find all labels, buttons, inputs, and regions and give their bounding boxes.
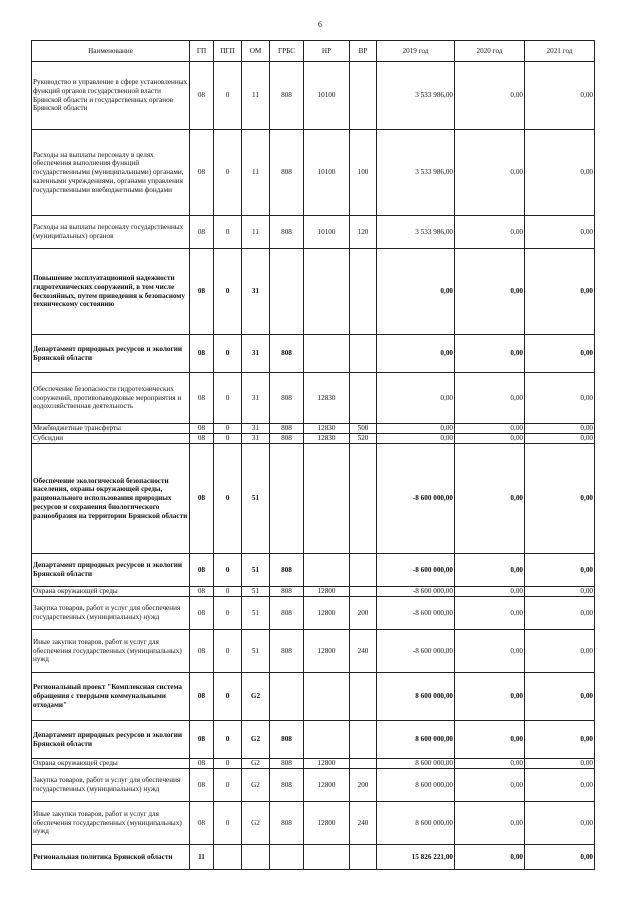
row-vr-cell xyxy=(350,587,377,597)
table-row xyxy=(32,845,595,870)
table-row xyxy=(32,554,595,587)
row-2021-cell: 0,00 xyxy=(525,249,595,335)
row-vr-cell xyxy=(350,62,377,130)
row-gp-cell: 08 xyxy=(190,630,214,673)
row-2020-cell: 0,00 xyxy=(455,802,525,845)
row-pgp-cell: 0 xyxy=(214,249,242,335)
row-2021-cell: 0,00 xyxy=(525,335,595,373)
row-gp-cell: 08 xyxy=(190,434,214,444)
row-2019-cell: 0,00 xyxy=(377,335,455,373)
row-nr-cell xyxy=(304,721,350,759)
row-2019-cell: 3 533 986,00 xyxy=(377,62,455,130)
row-vr-cell: 500 xyxy=(350,424,377,434)
row-nr-cell xyxy=(304,444,350,554)
row-om-cell: 31 xyxy=(242,424,270,434)
row-pgp-cell: 0 xyxy=(214,769,242,802)
row-name-cell: Обеспечение безопасности гидротехнических сооружений, противопаводковые мероприятия и водохозяйственная деятельность xyxy=(32,373,190,424)
row-2019-cell: -8 600 000,00 xyxy=(377,587,455,597)
row-2021-cell: 0,00 xyxy=(525,597,595,630)
table-row xyxy=(32,597,595,630)
row-vr-cell xyxy=(350,444,377,554)
row-nr-cell: 12830 xyxy=(304,434,350,444)
row-2019-cell: -8 600 000,00 xyxy=(377,630,455,673)
page-number: 6 xyxy=(318,20,322,29)
row-2019-cell: 15 826 221,00 xyxy=(377,845,455,870)
row-grbs-cell: 808 xyxy=(270,802,304,845)
row-2020-cell: 0,00 xyxy=(455,249,525,335)
table-row xyxy=(32,62,595,130)
row-2020-cell: 0,00 xyxy=(455,62,525,130)
row-vr-cell xyxy=(350,845,377,870)
row-grbs-cell: 808 xyxy=(270,335,304,373)
row-grbs-cell: 808 xyxy=(270,130,304,216)
row-2020-cell: 0,00 xyxy=(455,444,525,554)
row-om-cell: 11 xyxy=(242,216,270,249)
table-row xyxy=(32,587,595,597)
row-nr-cell: 10100 xyxy=(304,62,350,130)
row-vr-cell xyxy=(350,373,377,424)
budget-table xyxy=(31,40,595,870)
row-grbs-cell: 808 xyxy=(270,434,304,444)
row-grbs-cell: 808 xyxy=(270,759,304,769)
table-row xyxy=(32,721,595,759)
table-row xyxy=(32,673,595,721)
row-pgp-cell: 0 xyxy=(214,554,242,587)
row-om-cell: 51 xyxy=(242,597,270,630)
row-om-cell: 31 xyxy=(242,335,270,373)
row-grbs-cell xyxy=(270,673,304,721)
column-header-2021: 2021 год xyxy=(525,41,595,62)
row-vr-cell xyxy=(350,673,377,721)
row-gp-cell: 08 xyxy=(190,249,214,335)
row-pgp-cell: 0 xyxy=(214,597,242,630)
row-gp-cell: 08 xyxy=(190,673,214,721)
row-name-cell: Департамент природных ресурсов и экологии Брянской области xyxy=(32,335,190,373)
row-nr-cell: 10100 xyxy=(304,130,350,216)
row-gp-cell: 08 xyxy=(190,130,214,216)
row-name-cell: Охрана окружающей среды xyxy=(32,759,190,769)
row-2020-cell: 0,00 xyxy=(455,587,525,597)
row-gp-cell: 08 xyxy=(190,373,214,424)
row-name-cell: Расходы на выплаты персоналу государственных (муниципальных) органов xyxy=(32,216,190,249)
table-row xyxy=(32,335,595,373)
row-pgp-cell: 0 xyxy=(214,216,242,249)
table-row xyxy=(32,434,595,444)
row-2019-cell: 3 533 986,00 xyxy=(377,216,455,249)
row-gp-cell: 08 xyxy=(190,424,214,434)
row-2020-cell: 0,00 xyxy=(455,721,525,759)
row-vr-cell: 240 xyxy=(350,630,377,673)
row-2019-cell: 8 600 000,00 xyxy=(377,769,455,802)
row-pgp-cell: 0 xyxy=(214,130,242,216)
row-vr-cell: 200 xyxy=(350,597,377,630)
row-vr-cell: 200 xyxy=(350,769,377,802)
row-om-cell: G2 xyxy=(242,769,270,802)
row-2020-cell: 0,00 xyxy=(455,335,525,373)
row-grbs-cell: 808 xyxy=(270,769,304,802)
row-name-cell: Расходы на выплаты персоналу в целях обеспечения выполнения функций государственными (муниципальными) органами, казенными учреждениями, органами управления государственными внебюджетными фондами xyxy=(32,130,190,216)
row-gp-cell: 08 xyxy=(190,802,214,845)
row-pgp-cell: 0 xyxy=(214,444,242,554)
table-row xyxy=(32,424,595,434)
row-name-cell: Иные закупки товаров, работ и услуг для обеспечения государственных (муниципальных) нужд xyxy=(32,630,190,673)
row-om-cell: G2 xyxy=(242,673,270,721)
row-grbs-cell: 808 xyxy=(270,373,304,424)
row-2021-cell: 0,00 xyxy=(525,845,595,870)
row-nr-cell: 12800 xyxy=(304,630,350,673)
row-vr-cell: 240 xyxy=(350,802,377,845)
row-om-cell: G2 xyxy=(242,721,270,759)
row-2019-cell: 3 533 986,00 xyxy=(377,130,455,216)
column-header-name: Наименование xyxy=(32,41,190,62)
row-2020-cell: 0,00 xyxy=(455,130,525,216)
row-om-cell: 11 xyxy=(242,62,270,130)
row-2020-cell: 0,00 xyxy=(455,216,525,249)
row-grbs-cell xyxy=(270,249,304,335)
row-2021-cell: 0,00 xyxy=(525,721,595,759)
row-vr-cell xyxy=(350,759,377,769)
row-gp-cell: 08 xyxy=(190,554,214,587)
row-nr-cell: 12800 xyxy=(304,769,350,802)
row-2021-cell: 0,00 xyxy=(525,673,595,721)
row-2020-cell: 0,00 xyxy=(455,630,525,673)
row-2021-cell: 0,00 xyxy=(525,802,595,845)
row-2020-cell: 0,00 xyxy=(455,673,525,721)
row-grbs-cell: 808 xyxy=(270,630,304,673)
row-pgp-cell: 0 xyxy=(214,673,242,721)
row-name-cell: Охрана окружающей среды xyxy=(32,587,190,597)
row-nr-cell: 12800 xyxy=(304,597,350,630)
column-header-pgp: ПГП xyxy=(214,41,242,62)
row-2021-cell: 0,00 xyxy=(525,216,595,249)
row-pgp-cell: 0 xyxy=(214,587,242,597)
row-name-cell: Иные закупки товаров, работ и услуг для обеспечения государственных (муниципальных) нужд xyxy=(32,802,190,845)
row-gp-cell: 08 xyxy=(190,444,214,554)
row-gp-cell: 08 xyxy=(190,62,214,130)
row-grbs-cell: 808 xyxy=(270,587,304,597)
column-header-nr: НР xyxy=(304,41,350,62)
row-pgp-cell: 0 xyxy=(214,802,242,845)
row-vr-cell xyxy=(350,335,377,373)
table-row xyxy=(32,759,595,769)
row-om-cell: 31 xyxy=(242,434,270,444)
row-2021-cell: 0,00 xyxy=(525,759,595,769)
row-gp-cell: 08 xyxy=(190,759,214,769)
row-om-cell: G2 xyxy=(242,802,270,845)
row-gp-cell: 11 xyxy=(190,845,214,870)
table-row xyxy=(32,216,595,249)
row-2021-cell: 0,00 xyxy=(525,587,595,597)
row-2019-cell: 8 600 000,00 xyxy=(377,673,455,721)
row-2021-cell: 0,00 xyxy=(525,373,595,424)
row-om-cell: 51 xyxy=(242,554,270,587)
row-2020-cell: 0,00 xyxy=(455,373,525,424)
row-om-cell: 11 xyxy=(242,130,270,216)
row-om-cell: 51 xyxy=(242,630,270,673)
row-2019-cell: 0,00 xyxy=(377,373,455,424)
table-row xyxy=(32,630,595,673)
row-2021-cell: 0,00 xyxy=(525,769,595,802)
column-header-vr: ВР xyxy=(350,41,377,62)
row-grbs-cell: 808 xyxy=(270,721,304,759)
table-row xyxy=(32,444,595,554)
row-grbs-cell xyxy=(270,845,304,870)
row-2021-cell: 0,00 xyxy=(525,424,595,434)
row-vr-cell: 120 xyxy=(350,216,377,249)
row-2019-cell: 0,00 xyxy=(377,434,455,444)
row-pgp-cell: 0 xyxy=(214,721,242,759)
row-pgp-cell: 0 xyxy=(214,424,242,434)
row-nr-cell xyxy=(304,249,350,335)
table-row xyxy=(32,802,595,845)
row-2020-cell: 0,00 xyxy=(455,769,525,802)
row-2019-cell: 8 600 000,00 xyxy=(377,802,455,845)
row-gp-cell: 08 xyxy=(190,216,214,249)
row-2019-cell: 0,00 xyxy=(377,249,455,335)
row-nr-cell xyxy=(304,845,350,870)
row-2021-cell: 0,00 xyxy=(525,62,595,130)
row-nr-cell: 12830 xyxy=(304,424,350,434)
row-nr-cell: 10100 xyxy=(304,216,350,249)
row-grbs-cell: 808 xyxy=(270,597,304,630)
row-nr-cell xyxy=(304,335,350,373)
column-header-2020: 2020 год xyxy=(455,41,525,62)
row-pgp-cell: 0 xyxy=(214,335,242,373)
row-2019-cell: -8 600 000,00 xyxy=(377,597,455,630)
table-row xyxy=(32,249,595,335)
row-grbs-cell: 808 xyxy=(270,216,304,249)
row-grbs-cell: 808 xyxy=(270,62,304,130)
table-header-row xyxy=(32,41,595,62)
row-grbs-cell: 808 xyxy=(270,424,304,434)
row-2020-cell: 0,00 xyxy=(455,845,525,870)
row-om-cell: 51 xyxy=(242,444,270,554)
row-2021-cell: 0,00 xyxy=(525,554,595,587)
row-2019-cell: -8 600 000,00 xyxy=(377,554,455,587)
row-vr-cell: 100 xyxy=(350,130,377,216)
row-nr-cell: 12830 xyxy=(304,373,350,424)
row-name-cell: Межбюджетные трансферты xyxy=(32,424,190,434)
row-2020-cell: 0,00 xyxy=(455,434,525,444)
row-2021-cell: 0,00 xyxy=(525,630,595,673)
row-gp-cell: 08 xyxy=(190,597,214,630)
row-2019-cell: 8 600 000,00 xyxy=(377,721,455,759)
row-gp-cell: 08 xyxy=(190,587,214,597)
row-nr-cell: 12800 xyxy=(304,802,350,845)
row-name-cell: Закупка товаров, работ и услуг для обеспечения государственных (муниципальных) нужд xyxy=(32,769,190,802)
column-header-grbs: ГРБС xyxy=(270,41,304,62)
row-2020-cell: 0,00 xyxy=(455,424,525,434)
row-grbs-cell xyxy=(270,444,304,554)
row-pgp-cell: 0 xyxy=(214,630,242,673)
row-pgp-cell: 0 xyxy=(214,759,242,769)
row-pgp-cell: 0 xyxy=(214,434,242,444)
row-2021-cell: 0,00 xyxy=(525,434,595,444)
row-name-cell: Региональная политика Брянской области xyxy=(32,845,190,870)
row-2019-cell: 8 600 000,00 xyxy=(377,759,455,769)
row-vr-cell xyxy=(350,249,377,335)
table-row xyxy=(32,373,595,424)
row-nr-cell xyxy=(304,554,350,587)
row-gp-cell: 08 xyxy=(190,721,214,759)
row-vr-cell xyxy=(350,721,377,759)
row-2019-cell: -8 600 000,00 xyxy=(377,444,455,554)
column-header-gp: ГП xyxy=(190,41,214,62)
row-name-cell: Региональный проект "Комплексная система обращения с твердыми коммунальными отходами" xyxy=(32,673,190,721)
row-name-cell: Обеспечение экологической безопасности населения, охраны окружающей среды, рационального использования природных ресурсов и сохранения биологического разнообразия на территории Брянской области xyxy=(32,444,190,554)
row-om-cell: 31 xyxy=(242,249,270,335)
row-name-cell: Повышение эксплуатационной надежности гидротехнических сооружений, в том числе бесхозяйных, путем приведения к безопасному техническому состоянию xyxy=(32,249,190,335)
row-2020-cell: 0,00 xyxy=(455,597,525,630)
row-2020-cell: 0,00 xyxy=(455,759,525,769)
row-name-cell: Департамент природных ресурсов и экологии Брянской области xyxy=(32,554,190,587)
row-vr-cell: 520 xyxy=(350,434,377,444)
row-name-cell: Департамент природных ресурсов и экологии Брянской области xyxy=(32,721,190,759)
row-pgp-cell xyxy=(214,845,242,870)
row-om-cell: 31 xyxy=(242,373,270,424)
column-header-2019: 2019 год xyxy=(377,41,455,62)
row-nr-cell: 12800 xyxy=(304,759,350,769)
row-pgp-cell: 0 xyxy=(214,62,242,130)
row-name-cell: Закупка товаров, работ и услуг для обеспечения государственных (муниципальных) нужд xyxy=(32,597,190,630)
row-2021-cell: 0,00 xyxy=(525,130,595,216)
row-pgp-cell: 0 xyxy=(214,373,242,424)
row-2019-cell: 0,00 xyxy=(377,424,455,434)
row-om-cell: G2 xyxy=(242,759,270,769)
row-grbs-cell: 808 xyxy=(270,554,304,587)
row-nr-cell xyxy=(304,673,350,721)
row-om-cell xyxy=(242,845,270,870)
row-2020-cell: 0,00 xyxy=(455,554,525,587)
row-gp-cell: 08 xyxy=(190,769,214,802)
row-om-cell: 51 xyxy=(242,587,270,597)
row-name-cell: Субсидии xyxy=(32,434,190,444)
row-nr-cell: 12800 xyxy=(304,587,350,597)
column-header-om: ОМ xyxy=(242,41,270,62)
row-name-cell: Руководство и управление в сфере установленных функций органов государственной власти Брянской области и государственных органов Брянской области xyxy=(32,62,190,130)
table-row xyxy=(32,769,595,802)
table-row xyxy=(32,130,595,216)
row-2021-cell: 0,00 xyxy=(525,444,595,554)
row-vr-cell xyxy=(350,554,377,587)
row-gp-cell: 08 xyxy=(190,335,214,373)
